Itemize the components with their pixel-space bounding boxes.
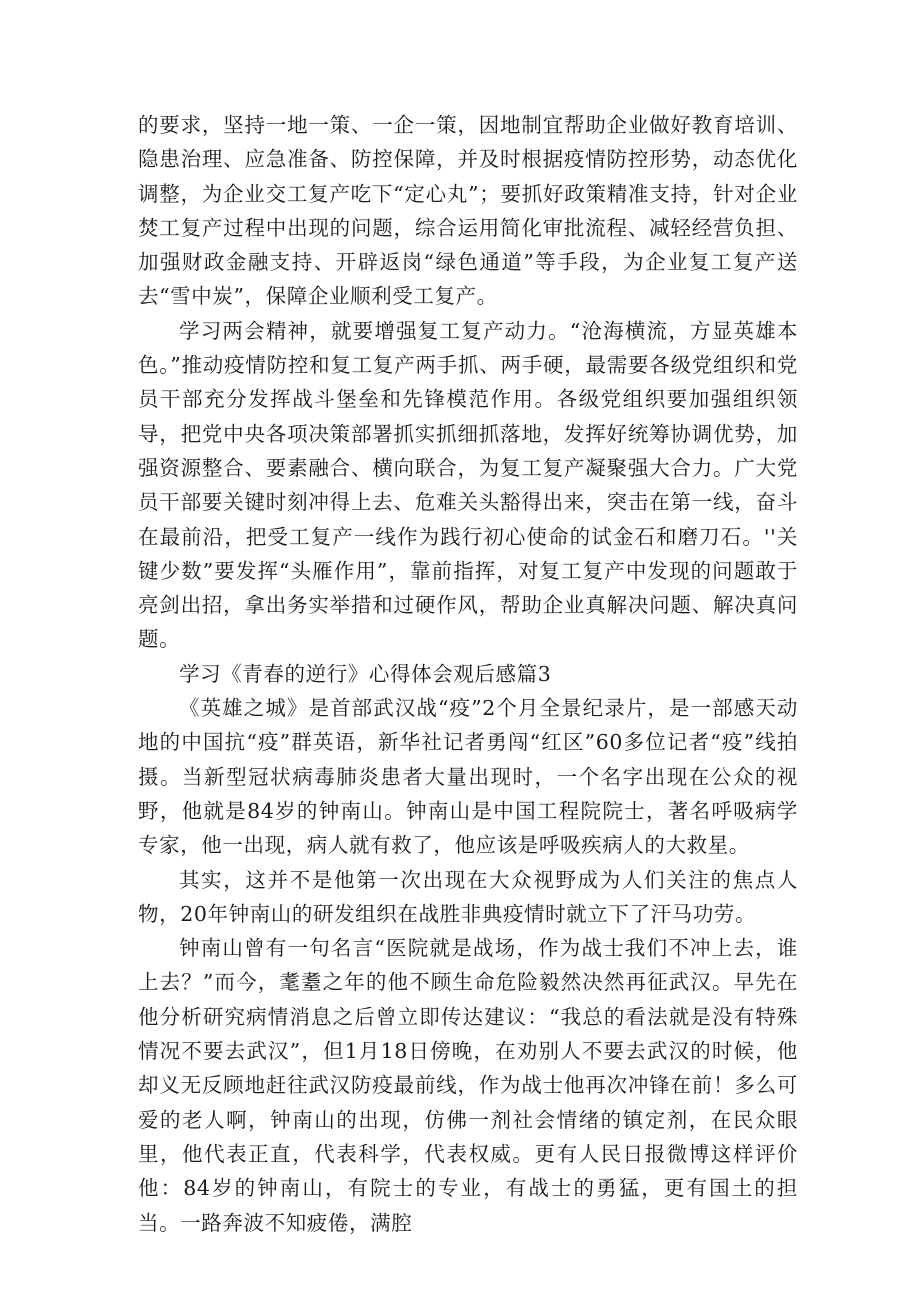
paragraph-continued: 的要求，坚持一地一策、一企一策，因地制宜帮助企业做好教育培训、隐患治理、应急准备、防控保障，并及时根据疫情防控形势，动态优化调整，为企业交工复产吃下“定心丸”；要抓好政策精准支持，针对企业焚工复产过程中出现的问题，综合运用简化审批流程、减轻经营负担、加强财政金融支持、开辟返岗“绿色通道”等手段，为企业复工复产送去“雪中炭”，保障企业顺利受工复产。 (138, 113, 798, 309)
paragraph: 学习两会精神，就要增强复工复产动力。“沧海横流，方显英雄本色。”推动疫情防控和复工复产两手抓、两手硬，最需要各级党组织和党员干部充分发挥战斗堡垒和先锋模范作用。各级党组织要加强组织领导，把党中央各项决策部署抓实抓细抓落地，发挥好统筹协调优势，加强资源整合、要素融合、横向联合，为复工复产凝聚强大合力。广大党员干部要关键时刻冲得上去、危难关头豁得出来，突击在第一线，奋斗在最前沿，把受工复产一线作为践行初心使命的试金石和磨刀石。''关键少数”要发挥“头雁作用”，靠前指挥，对复工复产中发现的问题敢于亮剑出招，拿出务实举措和过硬作风，帮助企业真解决问题、解决真问题。 (138, 318, 798, 652)
paragraph: 其实，这并不是他第一次出现在大众视野成为人们关注的焦点人物，20年钟南山的研发组织在战胜非典疫情时就立下了汗马功劳。 (138, 867, 798, 926)
section-heading: 学习《青春的逆行》心得体会观后感篇3 (179, 661, 552, 686)
paragraph: 钟南山曾有一句名言“医院就是战场，作为战士我们不冲上去，谁上去？”而今，耄耋之年的他不顾生命危险毅然决然再征武汉。早先在他分析研究病情消息之后曾立即传达建议：“我总的看法就是没有特殊情况不要去武汉”，但1月18日傍晚，在劝别人不要去武汉的时候，他却义无反顾地赶往武汉防疫最前线，作为战士他再次冲锋在前！多么可爱的老人啊，钟南山的出现，仿佛一剂社会情绪的镇定剂，在民众眼里，他代表正直，代表科学，代表权威。更有人民日报微博这样评价他：84岁的钟南山，有院士的专业，有战士的勇猛，更有国土的担当。一路奔波不知疲倦，满腔 (138, 936, 798, 1235)
document-body (138, 108, 798, 1240)
paragraph: 《英雄之城》是首部武汉战“疫”2个月全景纪录片，是一部感天动地的中国抗“疫”群英语，新华社记者勇闯“红区”60多位记者“疫”线拍摄。当新型冠状病毒肺炎患者大量出现时，一个名字出现在公众的视野，他就是84岁的钟南山。钟南山是中国工程院院士，著名呼吸病学专家，他一出现，病人就有救了，他应该是呼吸疾病人的大救星。 (138, 696, 798, 858)
